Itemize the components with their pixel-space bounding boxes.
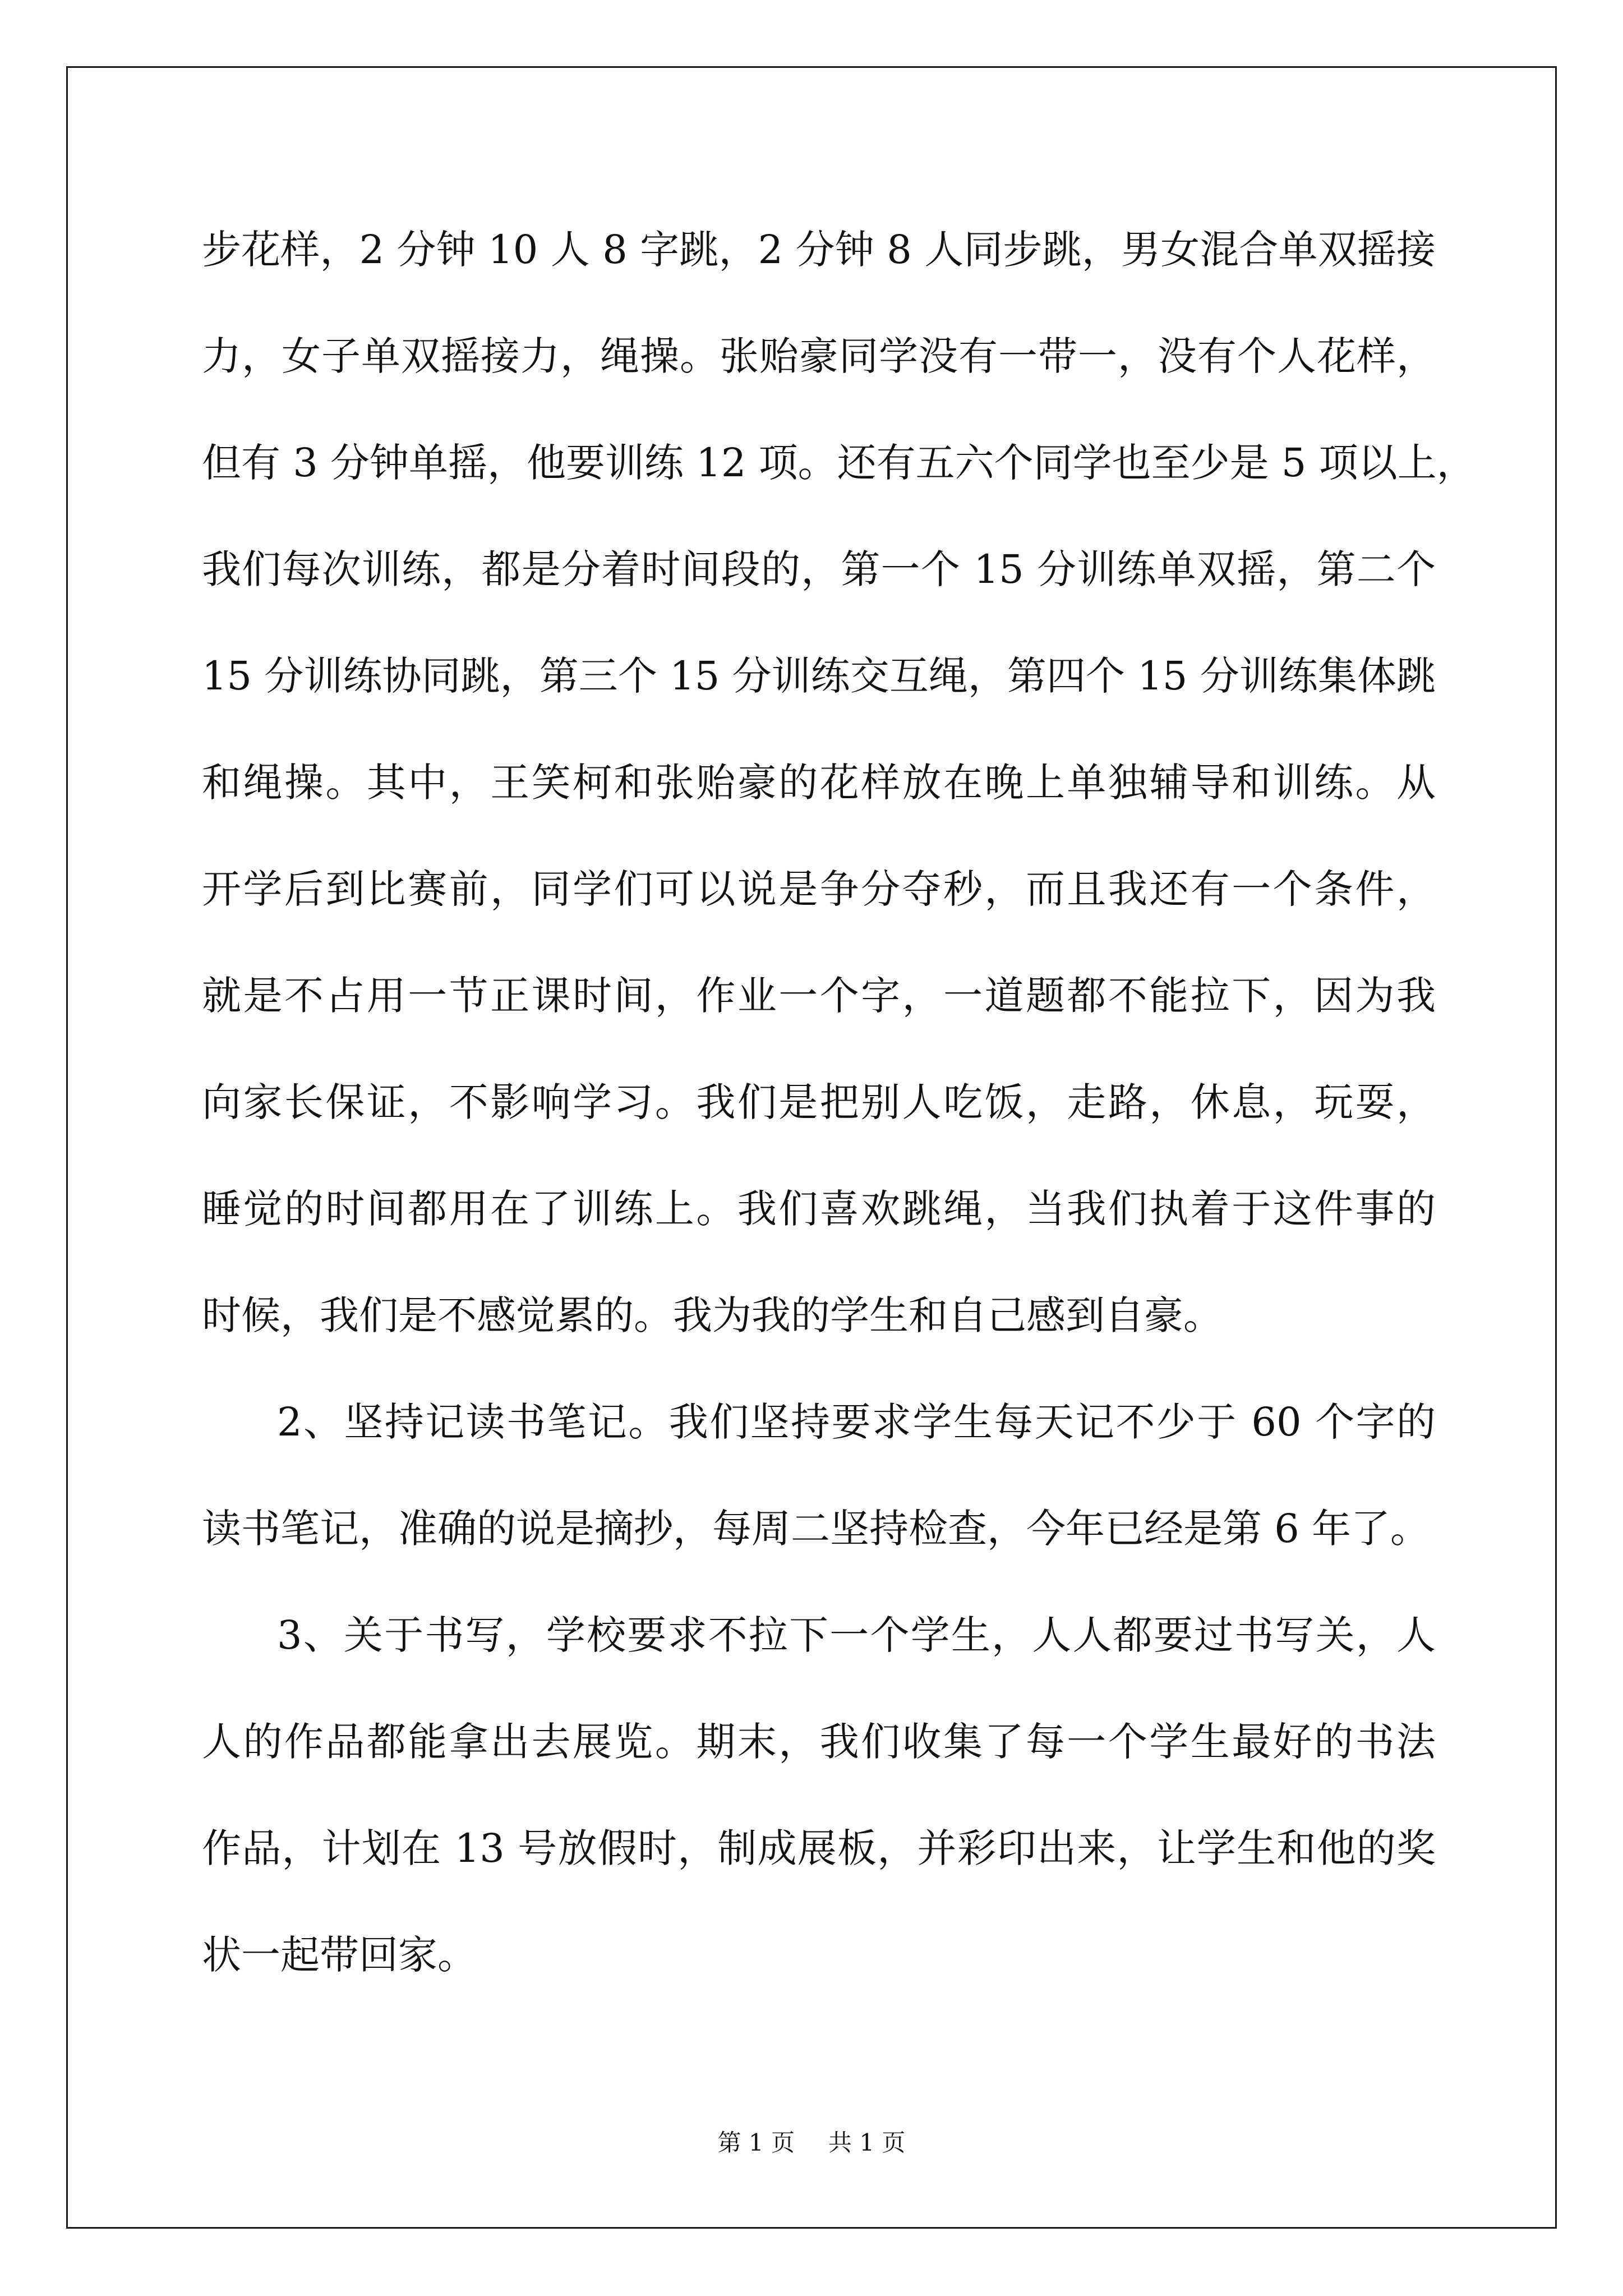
paragraph-line: 读书笔记，准确的说是摘抄，每周二坚持检查，今年已经是第 6 年了。: [202, 1506, 1430, 1552]
paragraph-line: 就是不占用一节正课时间，作业一个字，一道题都不能拉下，因为我: [202, 973, 1436, 1019]
paragraph-line: 状一起带回家。: [202, 1932, 477, 1978]
page-number-current: 第 1 页: [717, 2129, 795, 2156]
page-number-total: 共 1 页: [828, 2129, 906, 2156]
paragraph-line: 和绳操。其中，王笑柯和张贻豪的花样放在晚上单独辅导和训练。从: [202, 760, 1436, 806]
paragraph-line: 步花样，2 分钟 10 人 8 字跳，2 分钟 8 人同步跳，男女混合单双摇接: [202, 227, 1436, 273]
paragraph-line: 3、关于书写，学校要求不拉下一个学生，人人都要过书写关，人: [277, 1612, 1436, 1658]
paragraph-line: 向家长保证，不影响学习。我们是把别人吃饭，走路，休息，玩耍，: [202, 1079, 1436, 1125]
paragraph-line: 睡觉的时间都用在了训练上。我们喜欢跳绳，当我们执着于这件事的: [202, 1186, 1436, 1232]
paragraph-line: 作品，计划在 13 号放假时，制成展板，并彩印出来，让学生和他的奖: [202, 1825, 1436, 1871]
paragraph-line: 开学后到比赛前，同学们可以说是争分夺秒，而且我还有一个条件，: [202, 866, 1436, 912]
page-border: [66, 66, 1557, 2229]
paragraph-line: 2、坚持记读书笔记。我们坚持要求学生每天记不少于 60 个字的: [277, 1399, 1436, 1445]
paragraph-line: 但有 3 分钟单摇，他要训练 12 项。还有五六个同学也至少是 5 项以上，: [202, 440, 1476, 486]
paragraph-line: 时候，我们是不感觉累的。我为我的学生和自己感到自豪。: [202, 1292, 1223, 1338]
paragraph-line: 我们每次训练，都是分着时间段的，第一个 15 分训练单双摇，第二个: [202, 546, 1436, 592]
paragraph-line: 人的作品都能拿出去展览。期末，我们收集了每一个学生最好的书法: [202, 1719, 1436, 1765]
paragraph-line: 力，女子单双摇接力，绳操。张贻豪同学没有一带一，没有个人花样，: [202, 333, 1436, 379]
paragraph-line: 15 分训练协同跳，第三个 15 分训练交互绳，第四个 15 分训练集体跳: [202, 653, 1436, 699]
page-footer: [0, 2126, 1623, 2160]
